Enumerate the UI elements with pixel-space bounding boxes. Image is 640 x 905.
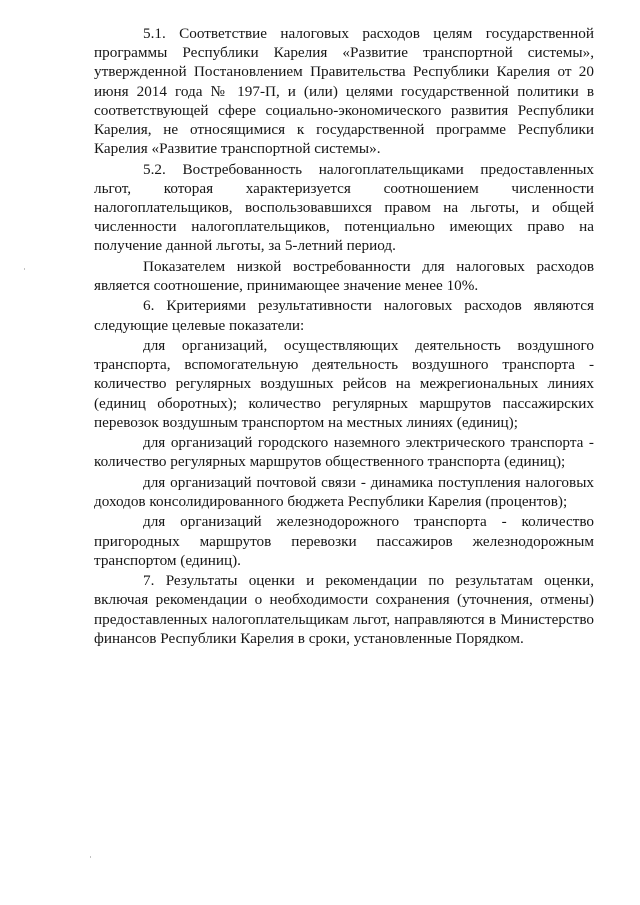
criterion-air-transport: для организаций, осуществляющих деятельность воздушного транспорта, вспомогательную деятельность воздушного транспорта - количество регулярных воздушных рейсов на межрегиональных линиях (единиц оборотных); количество регулярных маршрутов пассажирских перевозок воздушным транспортом на местных линиях (единиц); bbox=[94, 337, 594, 431]
scan-speck bbox=[90, 856, 91, 858]
paragraph-5-2: 5.2. Востребованность налогоплательщиками предоставленных льгот, которая характеризуется соотношением численности налогоплательщиков, воспользовавшихся правом на льготы, и общей численности налогоплательщиков, потенциально имеющих право на получение данной льготы, за 5-летний период. bbox=[94, 160, 594, 255]
criterion-postal-service: для организаций почтовой связи - динамика поступления налоговых доходов консолидированного бюджета Республики Карелия (процентов); bbox=[94, 473, 594, 510]
paragraph-low-demand-indicator: Показателем низкой востребованности для налоговых расходов является соотношение, принимающее значение менее 10%. bbox=[94, 257, 594, 295]
criterion-electric-transport: для организаций городского наземного электрического транспорта - количество регулярных маршрутов общественного транспорта (единиц); bbox=[94, 434, 594, 471]
document-body bbox=[94, 24, 594, 648]
criterion-railway-transport: для организаций железнодорожного транспорта - количество пригородных маршрутов перевозки пассажиров железнодорожным транспортом (единиц). bbox=[94, 513, 594, 569]
paragraph-6-intro: 6. Критериями результативности налоговых расходов являются следующие целевые показатели: bbox=[94, 297, 594, 334]
paragraph-5-1: 5.1. Соответствие налоговых расходов целям государственной программы Республики Карелия «Развитие транспортной системы», утвержденной Постановлением Правительства Республики Карелия от 20 июня 2014 года № 197-П, и (или) целями государственной политики в соответствующей сфере социально-экономического развития Республики Карелия, не относящимися к государственной программе Республики Карелия «Развитие транспортной системы». bbox=[94, 25, 594, 158]
paragraph-7: 7. Результаты оценки и рекомендации по результатам оценки, включая рекомендации о необходимости сохранения (уточнения, отмены) предоставленных налогоплательщикам льгот, направляются в Министерство финансов Республики Карелия в сроки, установленные Порядком. bbox=[94, 572, 594, 647]
scan-speck bbox=[24, 268, 25, 270]
